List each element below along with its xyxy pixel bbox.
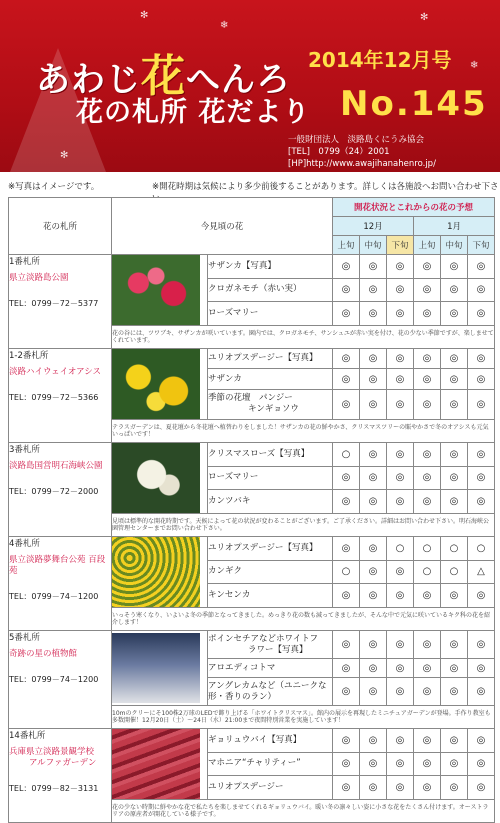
status-mark: ◎ [387, 729, 414, 753]
month-header: 12月 [333, 217, 414, 236]
subtitle: 花の札所 花だより [76, 97, 311, 128]
month-header: 1月 [414, 217, 495, 236]
period-header: 上旬 [333, 236, 360, 255]
status-mark: ◎ [360, 752, 387, 776]
facility-comment: 10mのクリーにそ100株2万球のLEDで飾り上げる「ホワイトクリスマス」。館内の展示を再現したミニチュアガーデンが登場。手作り教室も多数開催！12月20日（土）～24日（水）21:00まで夜間特別営業を実施しています！ [112, 706, 495, 729]
flower-name: サザンカ【写真】 [208, 255, 333, 279]
status-mark: ◎ [468, 278, 495, 302]
flower-image [112, 255, 200, 325]
place-cell [9, 729, 112, 823]
status-mark: ◎ [468, 466, 495, 490]
status-mark: ◎ [441, 349, 468, 369]
status-mark: ◎ [441, 443, 468, 467]
flower-name: カンギク [208, 560, 333, 584]
col-flower-header: 今見頃の花 [112, 198, 333, 255]
place-cell [9, 631, 112, 729]
period-header: 下旬 [387, 236, 414, 255]
place-name: 県立淡路島公園 [9, 273, 69, 283]
status-mark: ◎ [468, 369, 495, 389]
flower-name: ギョリュウバイ【写真】 [208, 729, 333, 753]
flower-name: 季節の花壇 パンジー キンギョソウ [208, 389, 333, 419]
place-name-2: アルファガーデン [29, 758, 97, 768]
status-mark: ○ [468, 537, 495, 561]
place-name: 淡路島国営明石海峡公園 [9, 461, 103, 471]
status-mark: ◎ [441, 278, 468, 302]
status-mark: ◎ [333, 729, 360, 753]
status-mark: ◎ [360, 278, 387, 302]
status-mark: ◎ [387, 776, 414, 800]
status-mark: ◎ [468, 255, 495, 279]
place-name: 奇跡の星の植物館 [9, 649, 78, 659]
place-cell [9, 349, 112, 443]
status-mark: ◎ [441, 729, 468, 753]
status-mark: ◎ [441, 752, 468, 776]
magazine-title: あわじ花へんろ [36, 51, 291, 102]
snowflake-icon: ✻ [60, 150, 69, 161]
flower-name: キンセンカ [208, 584, 333, 608]
status-mark: ◎ [441, 255, 468, 279]
status-mark: ◎ [414, 776, 441, 800]
flower-name: ユリオプスデージー【写真】 [208, 537, 333, 561]
snowflake-icon: ❄ [220, 20, 229, 31]
status-mark: ◎ [414, 631, 441, 659]
status-mark: ◎ [468, 302, 495, 326]
publisher-info [288, 134, 436, 170]
status-mark: ◎ [414, 659, 441, 678]
issue-date: 2014年12月号 [308, 48, 452, 72]
place-cell [9, 537, 112, 631]
flower-photo [112, 443, 208, 514]
status-mark: ◎ [441, 302, 468, 326]
flower-photo [112, 729, 208, 800]
status-mark: ○ [333, 443, 360, 467]
col-pred-header: 開花状況とこれからの花の予想 [333, 198, 495, 217]
period-note: ※開花時期は気候により多少前後することがあります。詳しくは各施設へお問い合わせ下さ [152, 182, 499, 192]
flower-name: ユリオプスデージー [208, 776, 333, 800]
photo-note: ※写真はイメージです。 [8, 182, 100, 192]
status-mark: ◎ [468, 490, 495, 514]
place-number: 5番札所 [9, 633, 40, 643]
status-mark: ◎ [414, 584, 441, 608]
facility-comment: テラスガーデンは、夏花壇から冬花壇へ植替わりをしました！サザンカの花の鮮やかさ、クリスマスツリーの賑やかさで冬のオアシスも元気いっぱいです！ [112, 420, 495, 443]
status-mark: ◎ [468, 776, 495, 800]
facility-comment: いっそう寒くなり、いよいよ冬の季節となってきました。めっきり花の数も減ってきましたが、そんな中で元気に咲いているキク科の花を紹介します！ [112, 608, 495, 631]
status-mark: ◎ [441, 389, 468, 419]
status-mark: ◎ [468, 389, 495, 419]
status-mark: ◎ [387, 560, 414, 584]
status-mark: ◎ [333, 278, 360, 302]
status-mark: ◎ [441, 659, 468, 678]
status-mark: ◎ [468, 752, 495, 776]
flower-image [112, 633, 200, 703]
place-number: 14番札所 [9, 731, 46, 741]
flower-image [112, 443, 200, 513]
status-mark: ◎ [387, 278, 414, 302]
status-mark: ◎ [387, 752, 414, 776]
place-tel: TEL：0799－72－5377 [9, 299, 99, 308]
place-cell [9, 443, 112, 537]
status-mark: ◎ [414, 678, 441, 706]
status-mark: ◎ [333, 659, 360, 678]
status-mark: ◎ [333, 678, 360, 706]
snowflake-icon: ✻ [140, 10, 149, 21]
status-mark: ○ [441, 537, 468, 561]
table-row [9, 537, 495, 561]
status-mark: ○ [333, 560, 360, 584]
flower-name: クロガネモチ（赤い実） [208, 278, 333, 302]
place-number: 3番札所 [9, 445, 40, 455]
status-mark: ◎ [333, 302, 360, 326]
place-name: 兵庫県立淡路景観学校 [9, 747, 95, 757]
flower-name: ローズマリー [208, 302, 333, 326]
flower-photo [112, 255, 208, 326]
status-mark: △ [468, 560, 495, 584]
status-mark: ◎ [468, 631, 495, 659]
status-mark: ◎ [333, 255, 360, 279]
flower-image [112, 537, 200, 607]
place-number: 4番札所 [9, 539, 40, 549]
status-mark: ◎ [360, 255, 387, 279]
flower-photo [112, 537, 208, 608]
table-row [9, 631, 495, 659]
status-mark: ◎ [333, 537, 360, 561]
flower-name: アングレカムなど（ユニークな形・香りのラン） [208, 678, 333, 706]
flower-name: カンツバキ [208, 490, 333, 514]
status-mark: ◎ [441, 776, 468, 800]
flower-name: ローズマリー [208, 466, 333, 490]
place-tel: TEL：0799－74－1200 [9, 675, 99, 684]
place-number: 1番札所 [9, 257, 40, 267]
snowflake-icon: ❄ [470, 60, 479, 71]
status-mark: ◎ [441, 678, 468, 706]
snowflake-icon: ✻ [420, 12, 429, 23]
status-mark: ◎ [387, 369, 414, 389]
place-name: 淡路ハイウェイオアシス [9, 367, 102, 377]
status-mark: ◎ [414, 752, 441, 776]
status-mark: ◎ [387, 584, 414, 608]
status-mark: ◎ [387, 659, 414, 678]
flower-name: サザンカ [208, 369, 333, 389]
place-tel: TEL：0799－72－2000 [9, 487, 99, 496]
period-header: 下旬 [468, 236, 495, 255]
status-mark: ◎ [360, 729, 387, 753]
flower-name: ポインセチアなどホワイトフ ラワー【写真】 [208, 631, 333, 659]
table-row [9, 349, 495, 369]
status-mark: ◎ [414, 490, 441, 514]
place-tel: TEL：0799－82－3131 [9, 784, 99, 793]
status-mark: ◎ [441, 466, 468, 490]
facility-comment: 花の少ない時期に鮮やかな花で私たちを楽しませてくれるギョリュウバイ。暖い冬の凛々しい姿に小さな花をたくさん付けます。オーストラリアの原産者が開花している様子です。 [112, 800, 495, 823]
status-mark: ◎ [360, 584, 387, 608]
flower-status-table [8, 197, 495, 823]
status-mark: ◎ [387, 466, 414, 490]
status-mark: ◎ [360, 369, 387, 389]
status-mark: ◎ [360, 678, 387, 706]
status-mark: ◎ [333, 776, 360, 800]
period-header: 上旬 [414, 236, 441, 255]
status-mark: ◎ [414, 443, 441, 467]
place-tel: TEL：0799－72－5366 [9, 393, 99, 402]
status-mark: ◎ [468, 729, 495, 753]
status-mark: ◎ [360, 631, 387, 659]
flower-name: クリスマスローズ【写真】 [208, 443, 333, 467]
org-name: 一般財団法人 淡路島くにうみ協会 [288, 135, 425, 145]
place-name: 県立淡路夢舞台公苑 百段苑 [9, 555, 106, 576]
issue-number: No.145 [340, 84, 488, 124]
flower-photo [112, 349, 208, 420]
status-mark: ◎ [360, 776, 387, 800]
status-mark: ◎ [414, 302, 441, 326]
status-mark: ◎ [360, 389, 387, 419]
status-mark: ○ [441, 560, 468, 584]
flower-photo [112, 631, 208, 706]
status-mark: ◎ [360, 349, 387, 369]
flower-name: ユリオプスデージー【写真】 [208, 349, 333, 369]
status-mark: ◎ [441, 631, 468, 659]
facility-comment: 見頃は標準的な開花時期です。天候によって花の状況が変わることがございます。ご了承ください。詳細はお問い合わせ下さい。明石海峡公園管理センターまでお問い合わせ下さい。 [112, 514, 495, 537]
col-place-header: 花の札所 [9, 198, 112, 255]
status-mark: ◎ [360, 560, 387, 584]
table-row [9, 443, 495, 467]
status-mark: ◎ [333, 369, 360, 389]
status-mark: ◎ [414, 349, 441, 369]
status-mark: ◎ [414, 466, 441, 490]
period-header: 中旬 [441, 236, 468, 255]
status-mark: ◎ [414, 255, 441, 279]
status-mark: ◎ [360, 490, 387, 514]
status-mark: ◎ [414, 389, 441, 419]
flower-image [112, 729, 200, 799]
status-mark: ◎ [387, 389, 414, 419]
status-mark: ◎ [468, 678, 495, 706]
status-mark: ◎ [468, 659, 495, 678]
status-mark: ◎ [333, 490, 360, 514]
status-mark: ◎ [360, 537, 387, 561]
status-mark: ◎ [387, 349, 414, 369]
org-hp: [HP]http://www.awajihanahenro.jp/ [288, 159, 436, 169]
status-mark: ◎ [441, 490, 468, 514]
period-header: 中旬 [360, 236, 387, 255]
table-row [9, 255, 495, 279]
status-mark: ○ [414, 560, 441, 584]
place-tel: TEL：0799－74－1200 [9, 592, 99, 601]
status-mark: ◎ [333, 389, 360, 419]
status-mark: ◎ [441, 369, 468, 389]
status-mark: ◎ [387, 490, 414, 514]
place-cell [9, 255, 112, 349]
status-mark: ◎ [387, 678, 414, 706]
status-mark: ◎ [387, 443, 414, 467]
status-mark: ◎ [360, 443, 387, 467]
status-mark: ◎ [414, 729, 441, 753]
status-mark: ◎ [468, 349, 495, 369]
status-mark: ◎ [387, 255, 414, 279]
status-mark: ◎ [360, 659, 387, 678]
status-mark: ◎ [333, 631, 360, 659]
flower-name: アロエディコトマ [208, 659, 333, 678]
status-mark: ◎ [414, 369, 441, 389]
status-mark: ◎ [441, 584, 468, 608]
status-mark: ◎ [333, 584, 360, 608]
flower-image [112, 349, 200, 419]
status-mark: ○ [414, 537, 441, 561]
status-mark: ◎ [468, 584, 495, 608]
status-mark: ◎ [333, 466, 360, 490]
org-tel: [TEL] 0799（24）2001 [288, 147, 390, 157]
flower-name: マホニア“チャリティー” [208, 752, 333, 776]
status-mark: ◎ [387, 631, 414, 659]
table-row [9, 729, 495, 753]
facility-comment: 花の谷には、ツワブキ、サザンカが咲いています。園内では、クロガネモチ、サンシュユが赤い実を付け、花の少ない季節ですが、楽しませてくれています。 [112, 326, 495, 349]
status-mark: ◎ [414, 278, 441, 302]
status-mark: ◎ [333, 349, 360, 369]
status-mark: ◎ [387, 302, 414, 326]
status-mark: ◎ [360, 302, 387, 326]
masthead [0, 0, 500, 172]
status-mark: ◎ [360, 466, 387, 490]
status-mark: ◎ [468, 443, 495, 467]
place-number: 1-2番札所 [9, 351, 49, 361]
status-mark: ◎ [333, 752, 360, 776]
status-mark: ○ [387, 537, 414, 561]
